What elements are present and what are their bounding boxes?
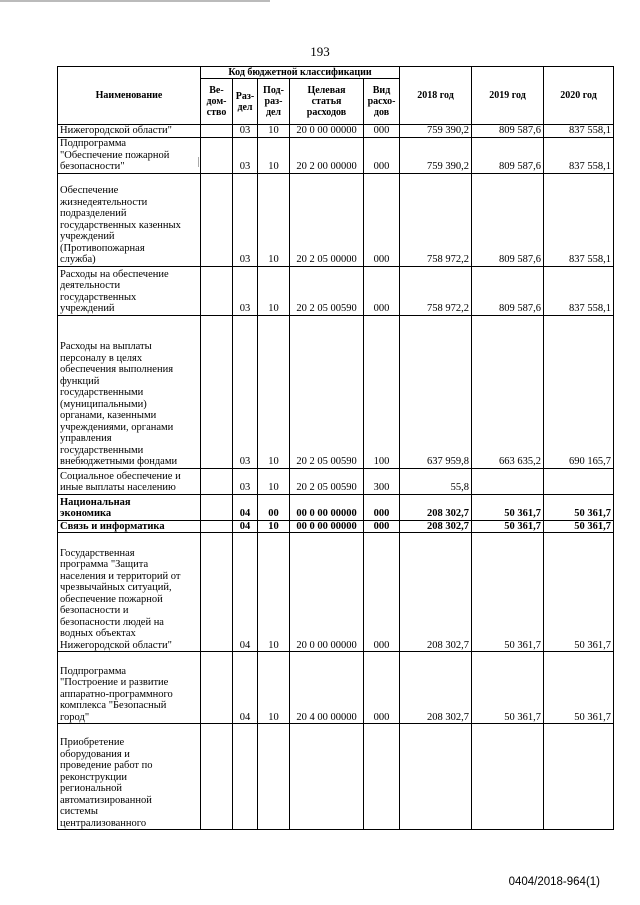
row-name: Национальная экономика (58, 494, 201, 520)
row-razdel: 04 (233, 520, 258, 533)
row-article (290, 724, 364, 830)
row-value-2018: 759 390,2 (400, 125, 472, 138)
budget-table (57, 66, 614, 830)
col-header-2018: 2018 год (400, 67, 472, 125)
row-value-2020: 50 361,7 (544, 494, 614, 520)
row-article: 20 0 00 00000 (290, 125, 364, 138)
row-article: 20 2 05 00590 (290, 266, 364, 315)
row-value-2018 (400, 724, 472, 830)
row-value-2018: 637 959,8 (400, 315, 472, 468)
row-podrazdel: 10 (258, 137, 290, 173)
table-row (58, 520, 614, 533)
page-number: 193 (310, 44, 330, 59)
scan-artifact-line (0, 0, 270, 2)
col-header-name: Наименование (58, 67, 201, 125)
col-header-2020: 2020 год (544, 67, 614, 125)
row-value-2020: 837 558,1 (544, 137, 614, 173)
row-name: Государственная программа "Защита населения и территорий от чрезвычайных ситуаций, обеспечение пожарной безопасности и безопасности людей на водных объектах Нижегородской области" (58, 533, 201, 652)
row-vid: 300 (364, 468, 400, 494)
row-vid: 100 (364, 315, 400, 468)
row-value-2019: 50 361,7 (472, 652, 544, 724)
row-name: Социальное обеспечение и иные выплаты населению (58, 468, 201, 494)
table-row (58, 724, 614, 830)
row-vid (364, 724, 400, 830)
row-podrazdel: 10 (258, 315, 290, 468)
col-header-razdel: Раз- дел (233, 79, 258, 125)
row-name: Нижегородской области" (58, 125, 201, 138)
row-value-2020: 50 361,7 (544, 652, 614, 724)
table-row (58, 494, 614, 520)
row-vid: 000 (364, 652, 400, 724)
row-value-2018: 758 972,2 (400, 266, 472, 315)
row-value-2019: 663 635,2 (472, 315, 544, 468)
row-value-2018: 208 302,7 (400, 494, 472, 520)
row-article: 20 0 00 00000 (290, 533, 364, 652)
row-vedomstvo (201, 533, 233, 652)
row-vedomstvo (201, 494, 233, 520)
row-name: Расходы на выплаты персоналу в целях обеспечения выполнения функций государственными (муниципальными) органами, казенными учреждениями, органами управления государственными внебюджетными фондами (58, 315, 201, 468)
row-razdel: 04 (233, 652, 258, 724)
row-vedomstvo (201, 173, 233, 266)
row-value-2020 (544, 724, 614, 830)
row-value-2019: 50 361,7 (472, 533, 544, 652)
table-row (58, 533, 614, 652)
table-row (58, 652, 614, 724)
row-razdel: 04 (233, 494, 258, 520)
row-value-2018: 208 302,7 (400, 652, 472, 724)
row-vid: 000 (364, 533, 400, 652)
row-name: Расходы на обеспечение деятельности государственных учреждений (58, 266, 201, 315)
row-podrazdel: 10 (258, 652, 290, 724)
table-row (58, 137, 614, 173)
row-podrazdel (258, 724, 290, 830)
row-razdel: 03 (233, 315, 258, 468)
col-header-2019: 2019 год (472, 67, 544, 125)
row-razdel: 03 (233, 125, 258, 138)
row-article: 20 2 00 00000 (290, 137, 364, 173)
row-vedomstvo (201, 125, 233, 138)
row-podrazdel: 10 (258, 266, 290, 315)
row-value-2020: 50 361,7 (544, 533, 614, 652)
col-header-code-group: Код бюджетной классификации (201, 67, 400, 79)
row-article: 20 2 05 00000 (290, 173, 364, 266)
row-value-2018: 55,8 (400, 468, 472, 494)
row-article: 00 0 00 00000 (290, 520, 364, 533)
col-header-vedomstvo: Ве- дом- ство (201, 79, 233, 125)
row-article: 20 4 00 00000 (290, 652, 364, 724)
row-podrazdel: 00 (258, 494, 290, 520)
row-value-2019 (472, 468, 544, 494)
row-value-2020: 50 361,7 (544, 520, 614, 533)
row-article: 20 2 05 00590 (290, 315, 364, 468)
row-name: Обеспечение жизнедеятельности подразделений государственных казенных учреждений (Противопожарная служба) (58, 173, 201, 266)
row-vedomstvo (201, 520, 233, 533)
row-value-2019 (472, 724, 544, 830)
table-row (58, 266, 614, 315)
row-podrazdel: 10 (258, 173, 290, 266)
row-vid: 000 (364, 125, 400, 138)
row-value-2020: 690 165,7 (544, 315, 614, 468)
table-row (58, 125, 614, 138)
col-header-vid: Вид расхо- дов (364, 79, 400, 125)
row-vedomstvo (201, 266, 233, 315)
row-name: Приобретение оборудования и проведение работ по реконструкции региональной автоматизированной системы централизованного (58, 724, 201, 830)
row-name: Связь и информатика (58, 520, 201, 533)
header-row-1 (58, 67, 614, 79)
table-row (58, 468, 614, 494)
row-razdel: 03 (233, 468, 258, 494)
row-vid: 000 (364, 173, 400, 266)
row-vid: 000 (364, 494, 400, 520)
row-name: Подпрограмма "Обеспечение пожарной безопасности" (58, 137, 201, 173)
row-value-2019: 50 361,7 (472, 494, 544, 520)
row-podrazdel: 10 (258, 520, 290, 533)
row-value-2019: 50 361,7 (472, 520, 544, 533)
table-row (58, 315, 614, 468)
col-header-podrazdel: Под- раз- дел (258, 79, 290, 125)
row-name: Подпрограмма "Построение и развитие аппаратно-программного комплекса "Безопасный город" (58, 652, 201, 724)
row-razdel: 04 (233, 533, 258, 652)
row-vid: 000 (364, 520, 400, 533)
row-article: 00 0 00 00000 (290, 494, 364, 520)
row-value-2019: 809 587,6 (472, 125, 544, 138)
row-article: 20 2 05 00590 (290, 468, 364, 494)
row-razdel: 03 (233, 173, 258, 266)
row-podrazdel: 10 (258, 468, 290, 494)
row-value-2018: 759 390,2 (400, 137, 472, 173)
row-podrazdel: 10 (258, 533, 290, 652)
row-value-2018: 758 972,2 (400, 173, 472, 266)
document-code: 0404/2018-964(1) (508, 876, 600, 888)
row-value-2019: 809 587,6 (472, 137, 544, 173)
table-row (58, 173, 614, 266)
row-vid: 000 (364, 266, 400, 315)
row-vedomstvo (201, 724, 233, 830)
row-vid: 000 (364, 137, 400, 173)
row-vedomstvo (201, 468, 233, 494)
scan-mark (198, 157, 199, 167)
row-vedomstvo (201, 652, 233, 724)
row-razdel: 03 (233, 266, 258, 315)
row-vedomstvo (201, 315, 233, 468)
row-value-2020: 837 558,1 (544, 266, 614, 315)
row-value-2020 (544, 468, 614, 494)
row-value-2019: 809 587,6 (472, 173, 544, 266)
row-vedomstvo (201, 137, 233, 173)
row-razdel (233, 724, 258, 830)
row-value-2018: 208 302,7 (400, 533, 472, 652)
row-value-2020: 837 558,1 (544, 125, 614, 138)
col-header-article: Целевая статья расходов (290, 79, 364, 125)
row-value-2020: 837 558,1 (544, 173, 614, 266)
row-value-2018: 208 302,7 (400, 520, 472, 533)
row-razdel: 03 (233, 137, 258, 173)
row-podrazdel: 10 (258, 125, 290, 138)
row-value-2019: 809 587,6 (472, 266, 544, 315)
